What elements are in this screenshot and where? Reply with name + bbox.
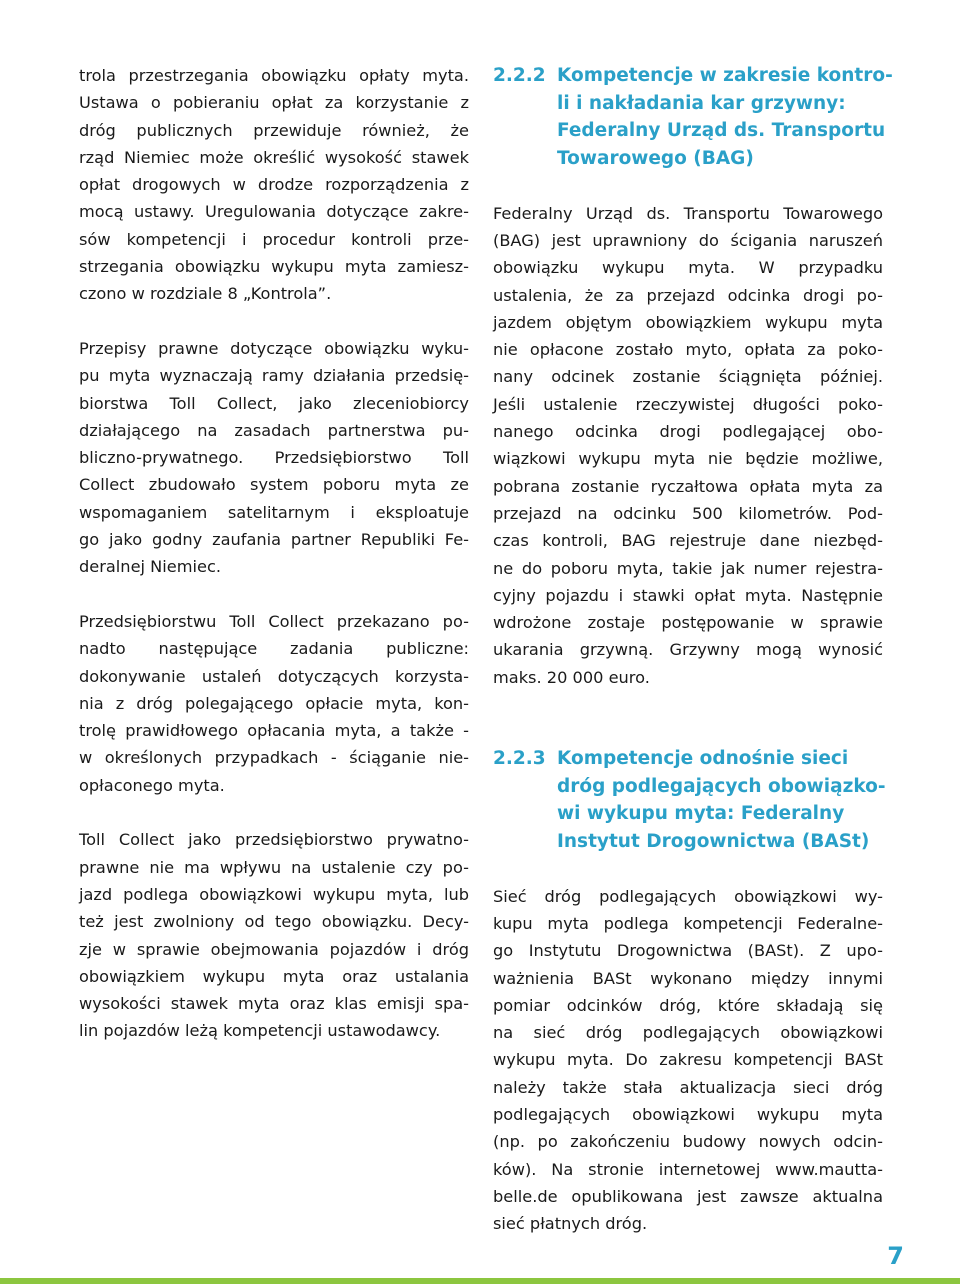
paragraph-line: pomiar odcinków dróg, które składają się <box>493 995 883 1015</box>
paragraph <box>79 62 469 308</box>
paragraph-line: przejazd na odcinku 500 kilometrów. Pod- <box>493 503 883 523</box>
section-heading-line: Kompetencje odnośnie sieci <box>557 748 849 770</box>
paragraph-line: pobrana zostanie ryczałtowa opłata myta za <box>493 476 883 496</box>
paragraph-line: opłaconego myta. <box>79 775 225 795</box>
paragraph-line: ukarania grzywną. Grzywny mogą wynosić <box>493 640 883 660</box>
paragraph-line: Collect zbudowało system poboru myta ze <box>79 475 469 495</box>
section-heading <box>493 62 893 172</box>
paragraph-line: kupu myta podlega kompetencji Federalne- <box>493 913 883 933</box>
paragraph-line: jazdem objętym obowiązkiem wykupu myta <box>493 312 883 332</box>
paragraph-line: rząd Niemiec może określić wysokość stawek <box>79 147 469 167</box>
paragraph-line: go jako godny zaufania partner Republiki Fe- <box>79 530 469 550</box>
section-heading-line: Kompetencje w zakresie kontro- <box>557 65 893 86</box>
paragraph-line: (BAG) jest uprawniony do ścigania naruszeń <box>493 230 883 250</box>
paragraph-line: czas kontroli, BAG rejestruje dane niezbęd- <box>493 531 883 551</box>
paragraph-line: bliczno-prywatnego. Przedsiębiorstwo Toll <box>79 448 469 468</box>
paragraph-line: nie opłacone zostało myto, opłata za poko- <box>493 340 883 360</box>
paragraph <box>79 608 469 799</box>
paragraph-line: wysokości stawek myta oraz klas emisji spa- <box>79 994 469 1014</box>
paragraph-line: nadto następujące zadania publiczne: <box>79 639 469 659</box>
section-number: 2.2.2 <box>493 65 546 86</box>
paragraph-line: belle.de opublikowana jest zawsze aktualna <box>493 1186 883 1206</box>
paragraph-line: trolę prawidłowego opłacania myta, a także - <box>79 721 469 741</box>
paragraph-line: w określonych przypadkach - ściąganie nie- <box>79 748 469 768</box>
section-heading-line: wi wykupu myta: Federalny <box>557 803 845 825</box>
section-heading <box>493 745 886 855</box>
paragraph-line: na sieć dróg podlegających obowiązkowi <box>493 1023 883 1043</box>
paragraph-line: cyjny pojazdu i stawki opłat myta. Następnie <box>493 585 883 605</box>
paragraph-line: go Instytutu Drogownictwa (BASt). Z upo- <box>493 941 883 961</box>
paragraph-line: prawne nie ma wpływu na ustalenie czy po- <box>79 857 469 877</box>
page-number: 7 <box>887 1242 904 1270</box>
paragraph-line: też jest zwolniony od tego obowiązku. Decy- <box>79 912 469 932</box>
paragraph-line: mocą ustawy. Uregulowania dotyczące zakre- <box>79 202 469 222</box>
paragraph-line: ważnienia BASt wykonano między innymi <box>493 968 883 988</box>
paragraph-line: Jeśli ustalenie rzeczywistej długości poko- <box>493 394 883 414</box>
paragraph-line: deralnej Niemiec. <box>79 557 222 577</box>
left-column <box>79 62 469 1045</box>
paragraph-line: lin pojazdów leżą kompetencji ustawodawcy. <box>79 1021 441 1041</box>
paragraph-line: sów kompetencji i procedur kontroli prze- <box>79 229 469 249</box>
paragraph-line: maks. 20 000 euro. <box>493 667 650 687</box>
paragraph <box>493 883 883 1238</box>
section-heading-line: Instytut Drogownictwa (BASt) <box>557 830 870 852</box>
paragraph-line: Przedsiębiorstwu Toll Collect przekazano po- <box>79 611 469 631</box>
paragraph-line: zje w sprawie obejmowania pojazdów i dróg <box>79 939 469 959</box>
paragraph-line: działającego na zasadach partnerstwa pu- <box>79 420 469 440</box>
paragraph-line: wdrożone zostaje postępowanie w sprawie <box>493 613 883 633</box>
paragraph-line: podlegających obowiązkowi wykupu myta <box>493 1105 883 1125</box>
paragraph-line: obowiązkiem wykupu myta oraz ustalania <box>79 966 469 986</box>
paragraph-line: Toll Collect jako przedsiębiorstwo prywatno- <box>79 830 469 850</box>
paragraph <box>493 200 883 691</box>
paragraph-line: wiązkowi wykupu myta nie będzie możliwe, <box>493 449 883 469</box>
paragraph-line: nia z dróg polegającego opłacie myta, kon- <box>79 693 469 713</box>
paragraph-line: biorstwa Toll Collect, jako zleceniobiorcy <box>79 393 469 413</box>
paragraph-line: ustalenia, że za przejazd odcinka drogi po- <box>493 285 883 305</box>
paragraph-line: wykupu myta. Do zakresu kompetencji BASt <box>493 1050 883 1070</box>
paragraph-line: trola przestrzegania obowiązku opłaty myta. <box>79 66 469 85</box>
paragraph-line: jazd podlega obowiązkowi wykupu myta, lub <box>79 884 469 904</box>
paragraph-line: nanego odcinka drogi podlegającej obo- <box>493 422 883 442</box>
paragraph-line: wspomaganiem satelitarnym i eksploatuje <box>79 502 469 522</box>
section-heading-line: Federalny Urząd ds. Transportu <box>557 120 886 142</box>
paragraph-line: opłat drogowych w drodze rozporządzenia z <box>79 175 469 195</box>
paragraph <box>79 335 469 581</box>
paragraph <box>79 826 469 1044</box>
paragraph-line: ków). Na stronie internetowej www.mautta- <box>493 1159 883 1179</box>
paragraph-line: Ustawa o pobieraniu opłat za korzystanie z <box>79 93 469 113</box>
section-heading-line: li i nakładania kar grzywny: <box>557 92 846 114</box>
paragraph-line: dokonywanie ustaleń dotyczących korzysta- <box>79 666 469 686</box>
paragraph-line: Sieć dróg podlegających obowiązkowi wy- <box>493 886 883 906</box>
section-number: 2.2.3 <box>493 748 546 770</box>
right-column <box>493 62 893 1238</box>
bottom-rule <box>0 1278 960 1284</box>
section-heading-line: dróg podlegających obowiązko- <box>557 775 886 797</box>
paragraph-line: strzegania obowiązku wykupu myta zamiesz- <box>79 257 469 277</box>
section-heading-line: Towarowego (BAG) <box>557 147 754 169</box>
paragraph-line: obowiązku wykupu myta. W przypadku <box>493 258 883 278</box>
paragraph-line: ne do poboru myta, takie jak numer rejestra- <box>493 558 883 578</box>
paragraph-line: dróg publicznych przewiduje również, że <box>79 120 469 140</box>
paragraph-line: Federalny Urząd ds. Transportu Towarowego <box>493 203 883 223</box>
paragraph-line: należy także stała aktualizacja sieci dróg <box>493 1077 883 1097</box>
paragraph-line: (np. po zakończeniu budowy nowych odcin- <box>493 1132 883 1152</box>
paragraph-line: czono w rozdziale 8 „Kontrola”. <box>79 284 332 304</box>
paragraph-line: Przepisy prawne dotyczące obowiązku wyku- <box>79 338 469 358</box>
paragraph-line: pu myta wyznaczają ramy działania przedsię- <box>79 366 469 386</box>
paragraph-line: nany odcinek zostanie ściągnięta później. <box>493 367 883 387</box>
paragraph-line: sieć płatnych dróg. <box>493 1214 648 1234</box>
